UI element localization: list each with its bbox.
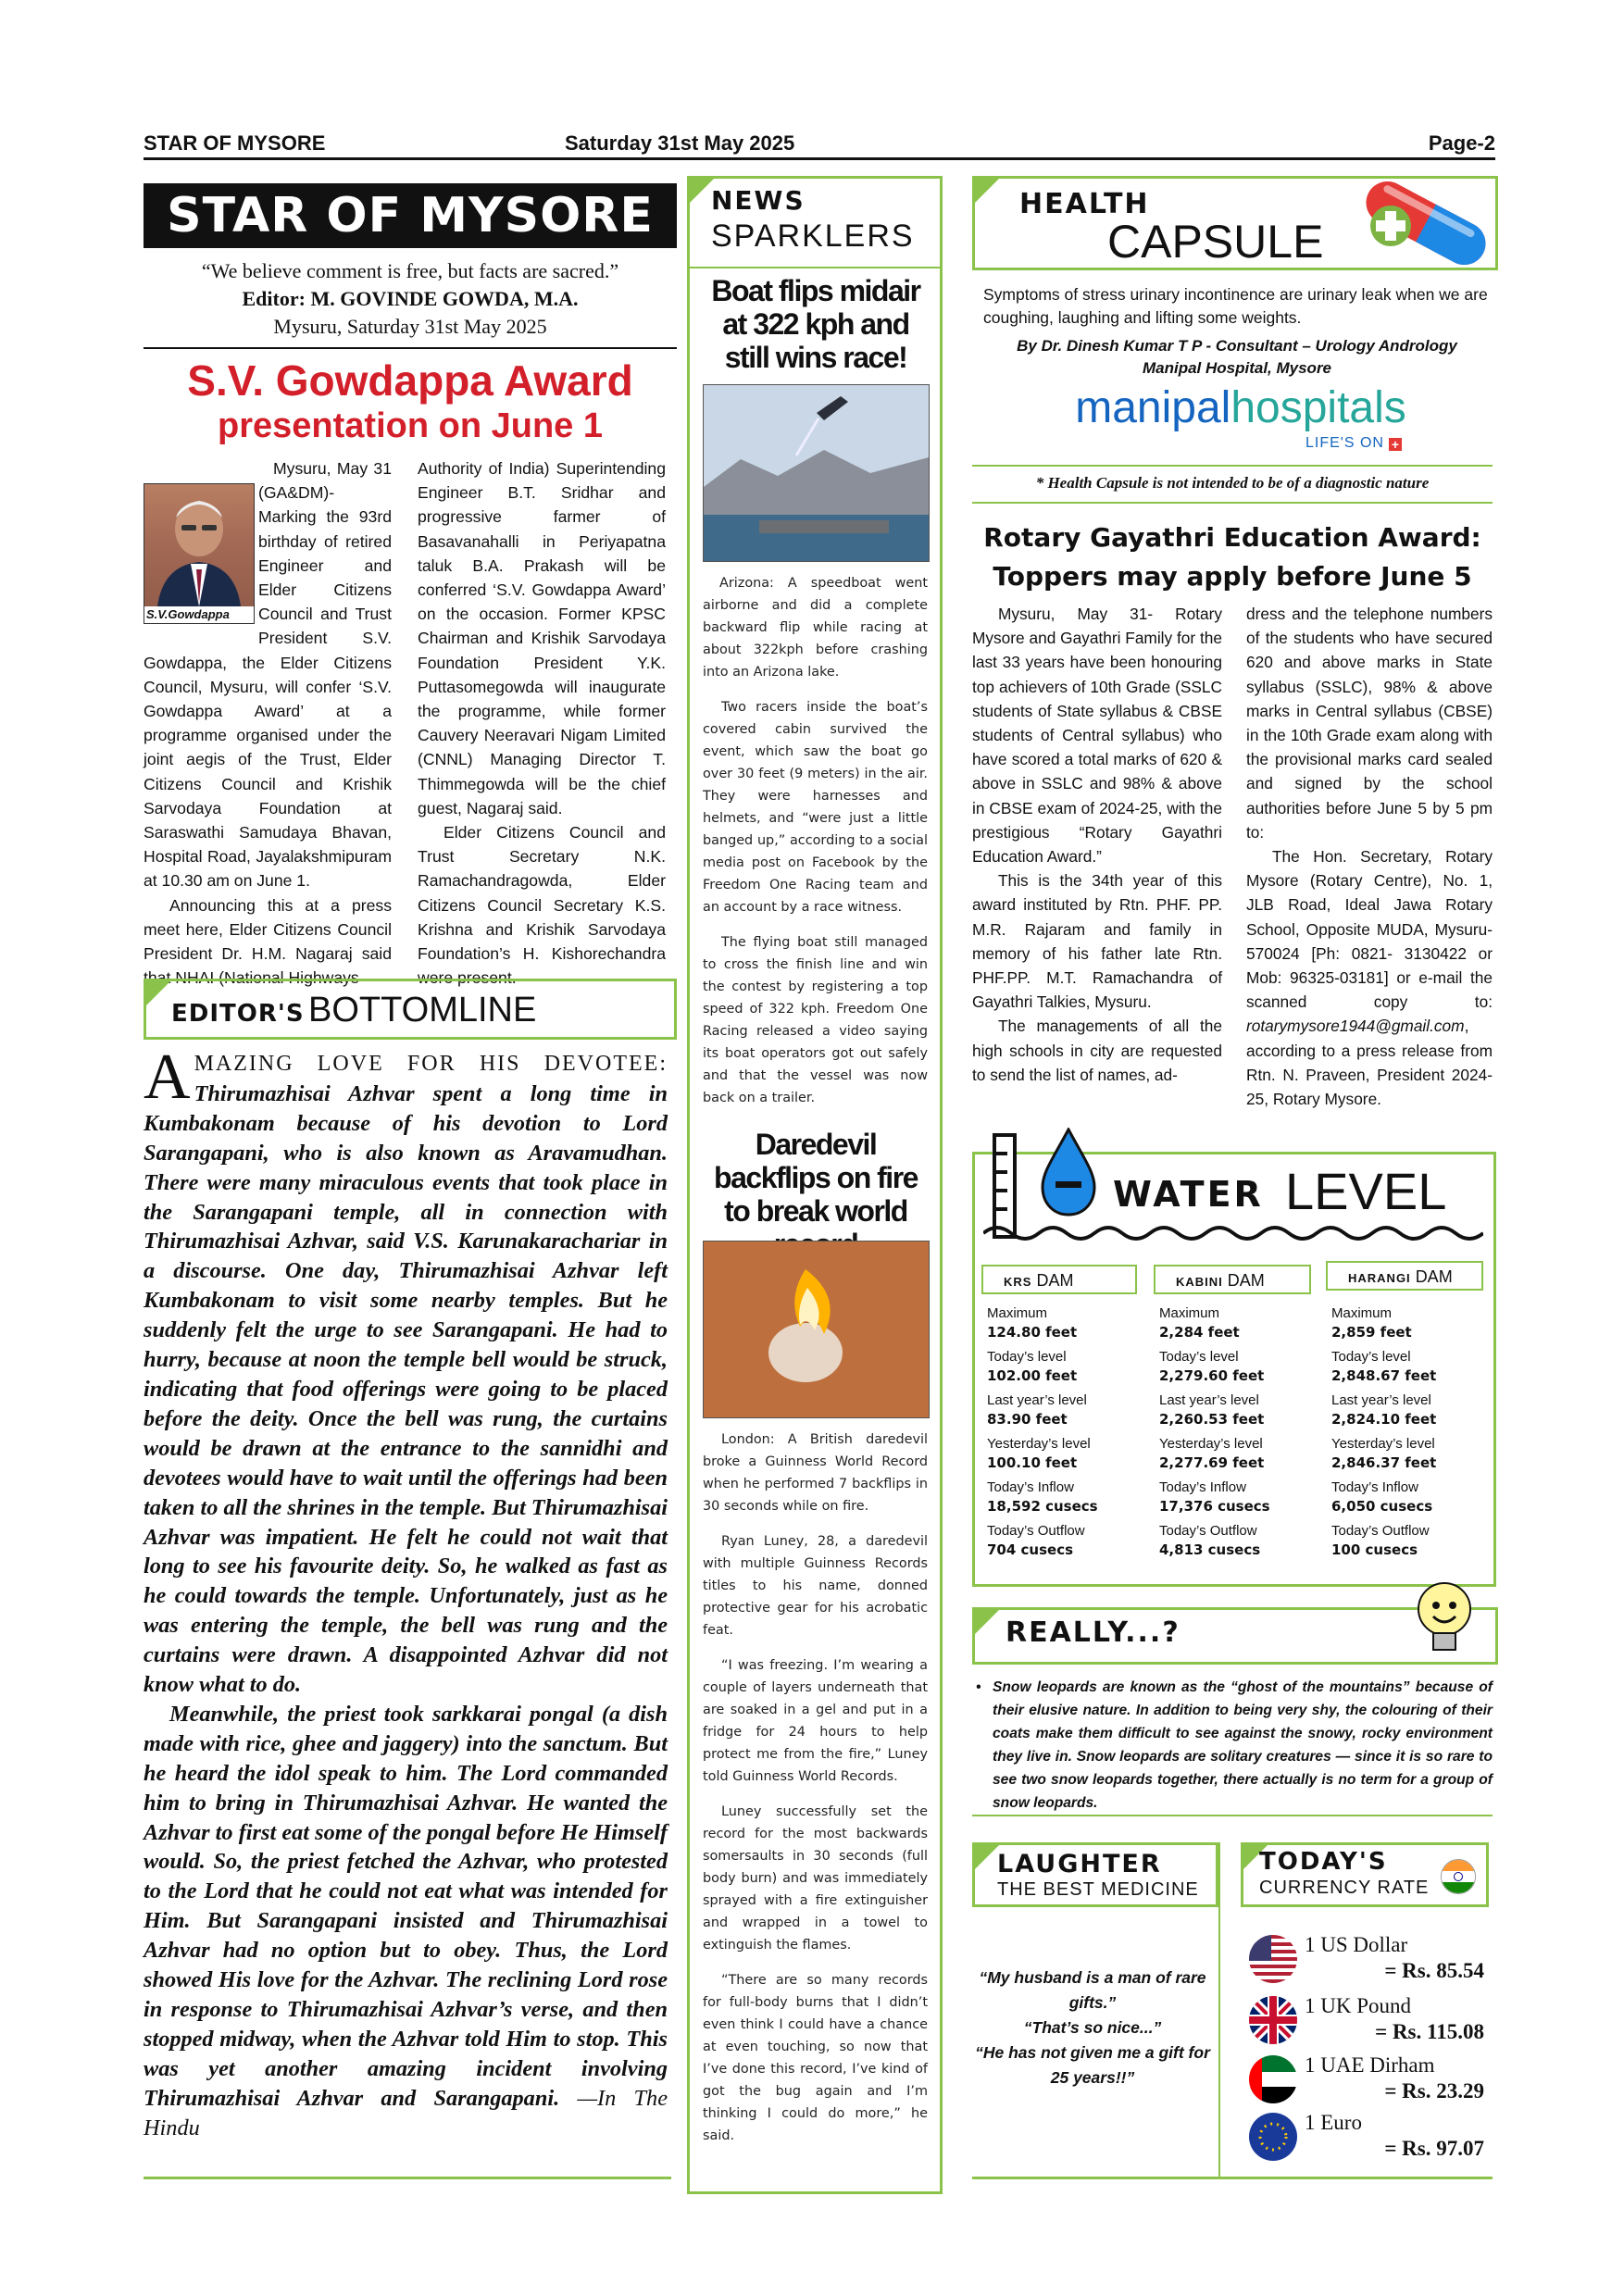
capsule-pill-graphic — [1352, 181, 1500, 265]
dam-krs-data — [987, 1304, 1144, 1565]
header-rule — [144, 157, 1495, 160]
water-label-light: LEVEL — [1285, 1162, 1447, 1220]
manipal-logo — [1056, 383, 1426, 433]
lightbulb-icon — [1407, 1574, 1481, 1666]
masthead-title: STAR OF MYSORE — [144, 183, 677, 248]
uk-flag-graphic — [1249, 1996, 1297, 2044]
daredevil-p2: Ryan Luney, 28, a daredevil with multiple Guinness Records titles to his name, donned protective gear for his acrobatic feat. — [703, 1534, 928, 1638]
krs-label-3: Yesterday’s level — [987, 1436, 1091, 1452]
health-label-light: CAPSULE — [1107, 216, 1324, 268]
eu-flag-icon — [1249, 2113, 1297, 2161]
health-corner — [975, 179, 999, 203]
really-corner — [975, 1610, 999, 1634]
lead-col1-intro: Mysuru, May 31 (GA&DM)- Marking the 93rd birthday of retired Engineer and Elder Citizens Council and Trust President S.V. Gowdappa, the Elder Citizens Council, Mysuru, will confer ‘S.V. Gowdappa Award’ at a programme organised under the joint aegis of the Trust, Elder Citizens Council and Krishik Sarvodaya Foundation at Saraswathi Samudaya Bhavan, Hospital Road, Jayalakshmipuram at 10.30 am on June 1. — [144, 459, 392, 891]
masthead-editor: Editor: M. GOVINDE GOWDA, M.A. — [242, 287, 579, 310]
rotary-headline-2: Toppers may apply before June 5 — [993, 561, 1472, 592]
laughter-corner — [975, 1845, 999, 1869]
lead-headline-2: presentation on June 1 — [218, 406, 603, 445]
really-label: REALLY...? — [1006, 1616, 1181, 1649]
harangi-label-3: Yesterday’s level — [1331, 1436, 1435, 1452]
lead-col2-p1: Authority of India) Superintending Engineer B.T. Sridhar and progressive farmer of Basavanahalli in Periyapatna taluk B.A. Prakash will be conferred ‘S.V. Gowdappa Award’ on the occasion. Former KPSC Chairman and Krishik Sarvodaya Foundation President Y.K. Puttasomegowda will inaugurate the programme, while former Cauvery Neeravari Nigam Limited (CNNL) Managing Director T. Thimmegowda will be the chief guest, Nagaraj said. — [418, 459, 666, 817]
logo-part-1: manipal — [1075, 383, 1231, 432]
header-page-number: Page-2 — [1428, 131, 1495, 155]
harangi-value-1: 2,848.67 feet — [1331, 1367, 1437, 1384]
masthead-motto: “We believe comment is free, but facts are sacred.” — [201, 259, 619, 282]
krs-value-1: 102.00 feet — [987, 1367, 1078, 1384]
bottomline-label — [171, 984, 536, 1036]
harangi-value-4: 6,050 cusecs — [1331, 1498, 1433, 1515]
rotary-col2-p2a: The Hon. Secretary, Rotary Mysore (Rotary Centre), No. 1, JLB Road, Ideal Jawa Rotary School, Opposite MUDA, Mysuru-570024 [Ph: 0821- 3130422 or Mob: 96325-03181] or e-mail the scanned copy to: — [1246, 847, 1493, 1012]
rotary-email[interactable]: rotarymysore1944@gmail.com — [1246, 1017, 1465, 1036]
laughter-line-2: “That’s so nice...” — [1023, 2018, 1162, 2037]
kabini-label-5: Today’s Outflow — [1159, 1523, 1257, 1539]
bottomline-lead-caps: MAZING LOVE FOR HIS DEVOTEE: — [194, 1052, 668, 1076]
kabini-label-0: Maximum — [1159, 1305, 1220, 1321]
health-rule-2 — [972, 502, 1493, 504]
harangi-value-5: 100 cusecs — [1331, 1541, 1418, 1558]
dam-kabini-name: KABINI — [1176, 1275, 1223, 1289]
usd-value: = Rs. 85.54 — [1384, 1959, 1484, 1982]
masthead-rule — [144, 347, 677, 349]
masthead-dateline: Mysuru, Saturday 31st May 2025 — [273, 315, 547, 338]
dam-harangi-name: HARANGI — [1348, 1271, 1411, 1285]
currency-row-usd — [1245, 1929, 1488, 1987]
harangi-value-3: 2,846.37 feet — [1331, 1454, 1437, 1471]
lightbulb-graphic — [1407, 1574, 1481, 1666]
currency-label-light: CURRENCY RATE — [1259, 1878, 1430, 1898]
krs-label-5: Today’s Outflow — [987, 1523, 1085, 1539]
kabini-label-4: Today’s Inflow — [1159, 1479, 1246, 1495]
health-disclaimer: * Health Capsule is not intended to be of a diagnostic nature — [1035, 474, 1430, 492]
right-bottom-rule — [972, 2177, 1493, 2179]
daredevil-photo — [703, 1241, 930, 1418]
eu-flag-graphic — [1249, 2113, 1297, 2161]
gbp-name: 1 UK Pound — [1305, 1994, 1412, 2017]
lead-story-col2 — [418, 456, 666, 990]
laughter-right-border — [1218, 1842, 1220, 2177]
uk-flag-icon — [1249, 1996, 1297, 2044]
currency-label-bold: TODAY'S — [1259, 1848, 1388, 1876]
news-column-right-border — [940, 176, 943, 2194]
boat-p1: Arizona: A speedboat went airborne and did a complete backward flip while racing at about 322kph before crashing into an Arizona lake. — [703, 576, 928, 680]
krs-value-4: 18,592 cusecs — [987, 1498, 1098, 1515]
logo-tagline: LIFE'S ON — [1305, 435, 1384, 451]
news-column-left-border — [687, 176, 690, 2194]
kabini-value-4: 17,376 cusecs — [1159, 1498, 1270, 1515]
rotary-col2-p2b: , according to a press release from Rtn. N. Praveen, President 2024-25, Rotary Mysore. — [1246, 1017, 1493, 1109]
dam-harangi-suffix: DAM — [1415, 1267, 1453, 1286]
bottomline-label-bold: EDITOR'S — [171, 1000, 305, 1028]
really-text: Snow leopards are known as the “ghost of the mountains” because of their elusive nature. In addition to being very shy, the colouring of their coats make them difficult to see against the snowy, rocky environment they live in. Snow leopards are solitary creatures — since it is so rare to see two snow leopards together, there actually is no term for a group of snow leopards. — [993, 1679, 1493, 1811]
logo-tagline-wrap — [1305, 435, 1402, 452]
dam-kabini-suffix: DAM — [1227, 1271, 1265, 1290]
really-body — [972, 1676, 1493, 1815]
lead-headline-1: S.V. Gowdappa Award — [187, 356, 633, 405]
harangi-value-2: 2,824.10 feet — [1331, 1411, 1437, 1428]
bottomline-source: —In The Hindu — [144, 2085, 668, 2140]
boat-p2: Two racers inside the boat’s covered cabin survived the event, which saw the boat go over 30 feet (9 meters) in the air. They were harnesses and helmets, and “were just a little banged up,” according to a social media post on Facebook by the Freedom One Racing team and an account by a race witness. — [703, 700, 928, 915]
boat-story — [703, 572, 928, 1122]
kabini-label-3: Yesterday’s level — [1159, 1436, 1263, 1452]
krs-label-2: Last year’s level — [987, 1392, 1087, 1408]
bottomline-label-light: BOTTOMLINE — [308, 991, 537, 1029]
aed-name: 1 UAE Dirham — [1305, 2053, 1435, 2077]
header-paper-name: STAR OF MYSORE — [144, 131, 326, 155]
rotary-col1-p2: This is the 34th year of this award instituted by Rtn. PHF. PP. M.R. Rajaram and family in memory of his father late Rtn. PHF.PP. M.T. Ramachandra of Gayathri Talkies, Mysuru. — [972, 871, 1222, 1012]
kabini-value-0: 2,284 feet — [1159, 1324, 1240, 1341]
health-byline: By Dr. Dinesh Kumar T P - Consultant – Urology Andrology — [1017, 337, 1457, 355]
dam-harangi-data — [1331, 1304, 1489, 1565]
rotary-headline-1: Rotary Gayathri Education Award: — [983, 522, 1481, 553]
usd-name: 1 US Dollar — [1305, 1933, 1408, 1956]
harangi-value-0: 2,859 feet — [1331, 1324, 1412, 1341]
bottomline-bottom-rule — [144, 2177, 671, 2179]
bottomline-p2: Meanwhile, the priest took sarkkarai pongal (a dish made with rice, ghee and jaggery) into the sanctum. But he heard the idol speak to him. The Lord commanded him to bring in Thirumazhisai Azhvar. He wanted the Azhvar to first eat some of the pongal before He Himself would. So, the priest fetched the Azhvar, who protested to the Lord that he could not eat what was intended for Him. But Sarangapani insisted and Thirumazhisai Azhvar had no option but to obey. Thus, the Lord showed His love for the Azhvar. The reclining Lord rose in response to Thirumazhisai Azhvar’s verse, and then stopped midway, when the Azhvar told Him to stop. This was yet another amazing incident involving Thirumazhisai Azhvar and Sarangapani. — [144, 1701, 668, 2111]
boat-photo-illustration — [704, 385, 929, 561]
daredevil-headline: Daredevil backflips on fire to break world — [714, 1128, 918, 1228]
harangi-label-1: Today’s level — [1331, 1349, 1411, 1365]
plus-icon: + — [1389, 438, 1402, 451]
health-label-bold: HEALTH — [1019, 188, 1150, 220]
kabini-value-3: 2,277.69 feet — [1159, 1454, 1265, 1471]
rotary-col2-p1: dress and the telephone numbers of the students who have secured 620 and above marks in State syllabus (SSLC), 98% & above marks in Central syllabus (CBSE) in the 10th Grade exam along with the provisional marks card sealed and signed by the school authorities before June 5 by 5 pm to: — [1246, 605, 1493, 842]
harangi-label-0: Maximum — [1331, 1305, 1393, 1321]
news-label-rule — [687, 267, 943, 268]
rotary-col2 — [1246, 602, 1493, 1111]
lead-col1-p2: Announcing this at a press meet here, Elder Citizens Council President Dr. H.M. Nagaraj said that NHAI (National Highways — [144, 895, 392, 988]
krs-value-0: 124.80 feet — [987, 1324, 1078, 1341]
daredevil-p3: “I was freezing. I’m wearing a couple of layers underneath that are soaked in a gel and put in a fridge for 24 hours to help protect me from the fire,” Luney told Guinness World Records. — [703, 1658, 928, 1784]
health-text: Symptoms of stress urinary incontinence are urinary leak when we are coughing, laughing and lifting some weights. — [983, 285, 1488, 327]
kabini-value-5: 4,813 cusecs — [1159, 1541, 1261, 1558]
krs-label-1: Today’s level — [987, 1349, 1067, 1365]
news-label-bold: NEWS — [711, 185, 806, 216]
laughter-label-bold: LAUGHTER — [997, 1850, 1162, 1878]
header-date: Saturday 31st May 2025 — [565, 131, 795, 155]
bottomline-corner — [146, 981, 170, 1005]
currency-row-eur — [1245, 2107, 1488, 2165]
kabini-value-1: 2,279.60 feet — [1159, 1367, 1265, 1384]
dam-krs-suffix: DAM — [1036, 1271, 1074, 1290]
rotary-col1 — [972, 602, 1222, 1087]
dam-kabini-data — [1159, 1304, 1317, 1565]
laughter-label-light: THE BEST MEDICINE — [997, 1879, 1199, 1900]
capsule-pill-icon — [1352, 181, 1500, 265]
health-rule-1 — [972, 465, 1493, 467]
currency-row-gbp — [1245, 1990, 1488, 2048]
india-flag-icon — [1441, 1859, 1476, 1894]
daredevil-photo-illustration — [704, 1242, 929, 1417]
dam-krs-label — [981, 1265, 1137, 1294]
rotary-col1-p3: The managements of all the high schools in city are requested to send the list of names, ad- — [972, 1017, 1222, 1084]
water-label-bold: WATER — [1113, 1174, 1264, 1215]
uae-flag-icon — [1249, 2055, 1297, 2103]
us-flag-graphic — [1249, 1935, 1297, 1983]
lead-story-col1 — [144, 456, 392, 990]
news-column-top-border — [687, 176, 943, 179]
boat-photo — [703, 384, 930, 562]
logo-part-2: hospitals — [1230, 383, 1406, 432]
kabini-label-2: Last year’s level — [1159, 1392, 1259, 1408]
krs-value-2: 83.90 feet — [987, 1411, 1068, 1428]
harangi-label-5: Today’s Outflow — [1331, 1523, 1430, 1539]
health-byline-block — [983, 335, 1491, 380]
harangi-label-2: Last year’s level — [1331, 1392, 1431, 1408]
uae-flag-graphic — [1249, 2055, 1297, 2103]
laughter-line-1: “My husband is a man of rare gifts.” — [979, 1968, 1206, 2012]
harangi-label-4: Today’s Inflow — [1331, 1479, 1418, 1495]
health-byline-2: Manipal Hospital, Mysore — [1142, 359, 1332, 377]
dam-kabini-label — [1154, 1265, 1311, 1294]
masthead-block — [144, 257, 677, 341]
eur-name: 1 Euro — [1305, 2111, 1362, 2134]
krs-value-3: 100.10 feet — [987, 1454, 1078, 1471]
laughter-joke — [972, 1965, 1213, 2090]
photo-caption: S.V.Gowdappa — [144, 606, 255, 623]
photo-wrap-spacer — [144, 456, 258, 640]
boat-headline: Boat flips midair at 322 kph and still wins race! — [711, 274, 920, 374]
news-column-bottom-border — [687, 2191, 943, 2194]
daredevil-p1: London: A British daredevil broke a Guinness World Record when he performed 7 backflips in 30 seconds while on fire. — [703, 1432, 928, 1514]
waves-graphic — [983, 1222, 1483, 1244]
currency-row-aed — [1245, 2050, 1488, 2107]
really-bottom-rule — [972, 1815, 1493, 1816]
kabini-label-1: Today’s level — [1159, 1349, 1239, 1365]
krs-label-4: Today’s Inflow — [987, 1479, 1074, 1495]
bullet-icon: • — [976, 1679, 981, 1695]
rotary-col1-p1: Mysuru, May 31- Rotary Mysore and Gayathri Family for the last 33 years have been honouring top achievers of 10th Grade (SSLC students of State syllabus & CBSE students of Central syllabus) who have scored a total marks of 620 & above in SSLC and 98% & above in CBSE exam of 2024-25, with the prestigious “Rotary Gayathri Education Award.” — [972, 605, 1222, 867]
drop-cap: A — [144, 1042, 191, 1113]
dam-krs-name: KRS — [1004, 1275, 1032, 1289]
gbp-value: = Rs. 115.08 — [1375, 2020, 1484, 2043]
krs-label-0: Maximum — [987, 1305, 1048, 1321]
lead-col2-p2: Elder Citizens Council and Trust Secretary N.K. Ramachandragowda, Elder Citizens Council Secretary K.S. Krishna and Krishik Sarvodaya Foundation’s H. Kishorechandra were present. — [418, 823, 666, 988]
water-waves — [983, 1222, 1483, 1244]
news-label-light: SPARKLERS — [711, 218, 915, 254]
laughter-line-3: “He has not given me a gift for 25 years!!” — [975, 2043, 1210, 2087]
bottomline-article — [144, 1042, 668, 2143]
daredevil-story — [703, 1429, 928, 2160]
daredevil-p4: Luney successfully set the record for the most backwards somersaults in 30 seconds (full body burn) and was immediately sprayed with a fire extinguisher and wrapped in a towel to extinguish the flames. — [703, 1804, 928, 1953]
bottomline-p1: Thirumazhisai Azhvar spent a long time in Kumbakonam because of his devotion to Lord Sarangapani, who is also known as Aravamudhan. There were many miraculous events that took place in the Sarangapani temple, all in connection with Thirumazhisai Azhvar, said V.S. Karunakarachariar in a discourse. One day, Thirumazhisai Azhvar left Kumbakonam to visit some nearby temples. But he suddenly felt the urge to see Sarangapani. He had to hurry, because at noon the temple bell would be struck, indicating that food offerings were going to be placed before the deity. Once the bell was rung, the curtains would be drawn at the entrance to the sannidhi and devotees would have to wait until the offerings had been taken to all the shrines in the temple. But Thirumazhisai Azhvar was impatient. He felt he could not wait that long to see his favourite deity. So, he walked as fast as he could towards the temple. Unfortunately, just as he was entering the temple, the bell was rung and the curtains were drawn. A disappointed Azhvar did not know what to do. — [144, 1080, 668, 1698]
eur-value: = Rs. 97.07 — [1384, 2137, 1484, 2160]
us-flag-icon — [1249, 1935, 1297, 1983]
rotary-headline — [972, 518, 1493, 596]
kabini-value-2: 2,260.53 feet — [1159, 1411, 1265, 1428]
aed-value: = Rs. 23.29 — [1384, 2079, 1484, 2103]
daredevil-p5: “There are so many records for full-body burns that I didn’t even think I could have a chance at even touching, so now that I’ve done this record, I’ve kind of got the bug again and I’m thinking I could do more,” he said. — [703, 1973, 928, 2143]
dam-harangi-label — [1326, 1261, 1483, 1291]
krs-value-5: 704 cusecs — [987, 1541, 1074, 1558]
boat-p3: The flying boat still managed to cross the finish line and win the contest by registering a top speed of 322 kph. Freedom One Racing released a video saying its boat operators got out safely and that the vessel was now back on a trailer. — [703, 935, 928, 1105]
